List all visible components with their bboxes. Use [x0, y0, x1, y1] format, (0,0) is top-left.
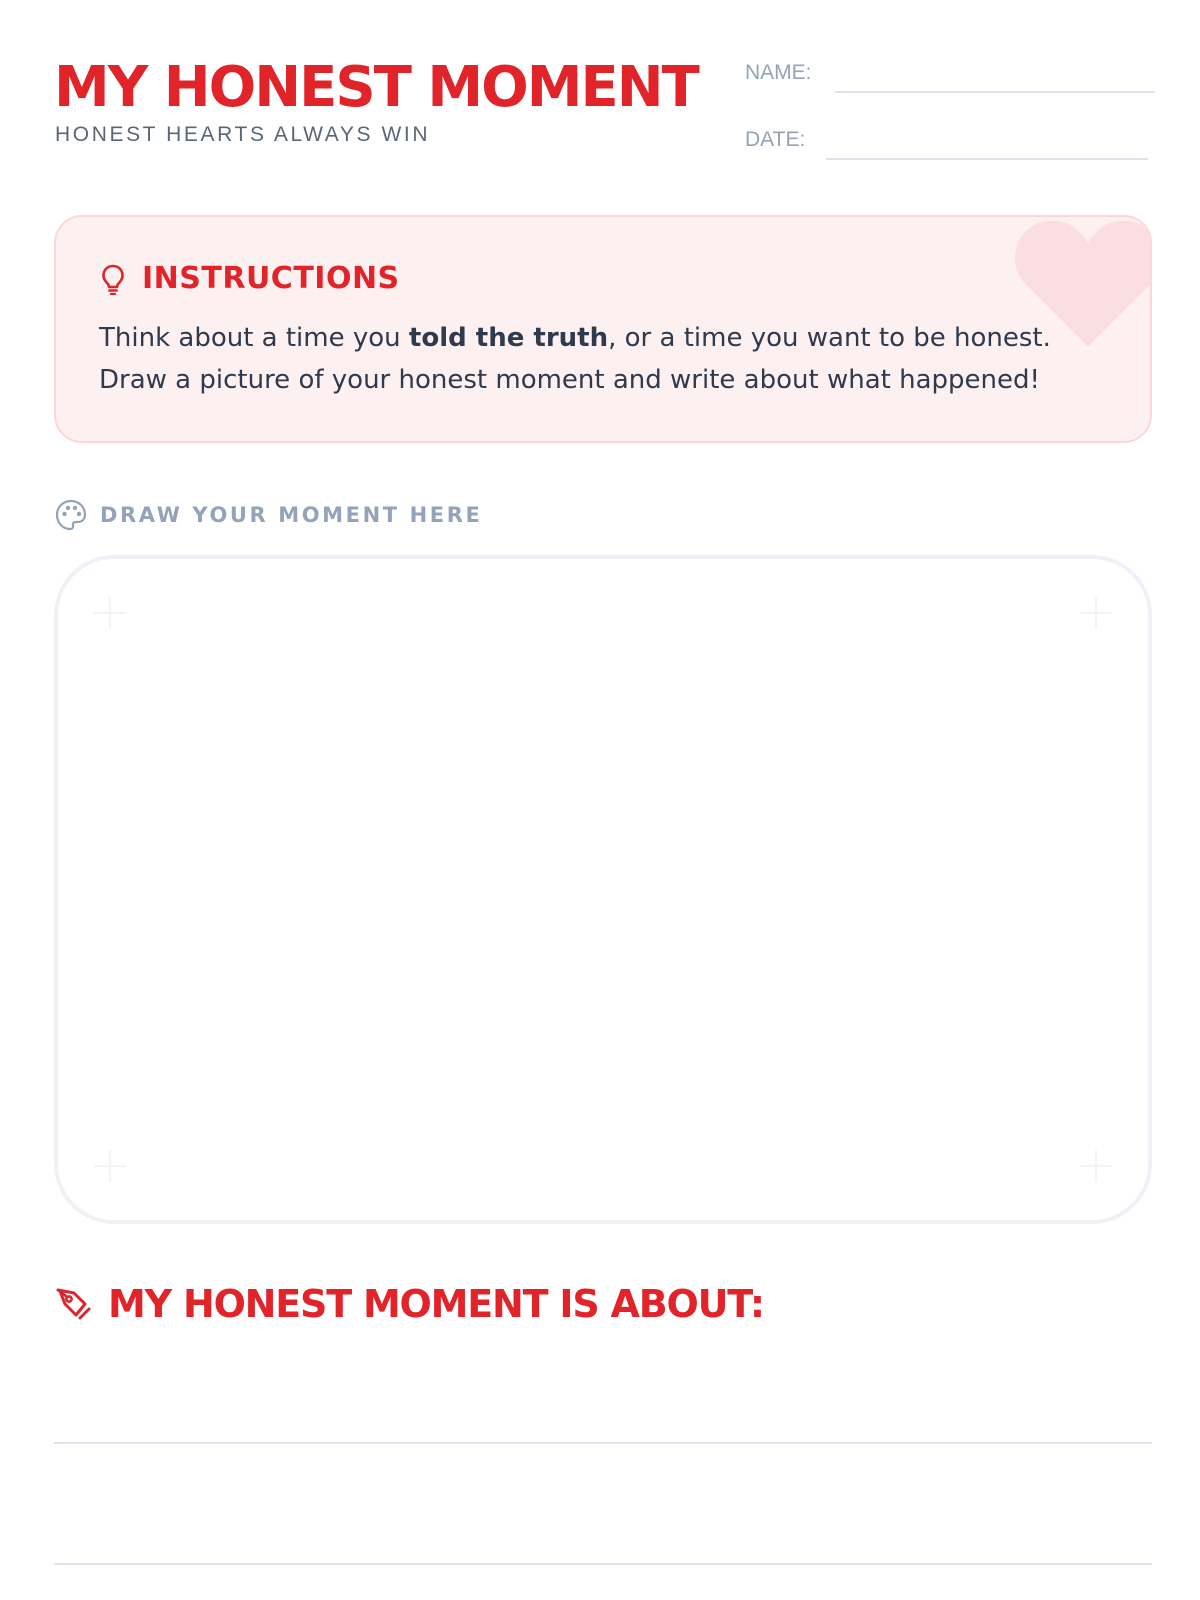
writing-line[interactable]: [54, 1563, 1152, 1565]
about-section-header: [54, 1282, 764, 1326]
date-label: DATE:: [745, 128, 806, 151]
name-label: NAME:: [745, 61, 812, 84]
instructions-title: INSTRUCTIONS: [142, 261, 400, 296]
palette-icon: [54, 498, 88, 532]
corner-plus-mark: [92, 595, 128, 631]
lightbulb-icon: [100, 263, 126, 295]
instructions-card: [54, 215, 1152, 443]
corner-plus-mark: [92, 1148, 128, 1184]
corner-plus-mark: [1078, 1148, 1114, 1184]
draw-section-label: DRAW YOUR MOMENT HERE: [100, 503, 483, 527]
instructions-text: Think about a time you told the truth, or a time you want to be honest. Draw a picture of your honest moment and write about what happened!: [99, 323, 1051, 395]
draw-section-header: [54, 498, 482, 532]
corner-plus-mark: [1078, 595, 1114, 631]
name-field[interactable]: [835, 91, 1155, 93]
pen-tool-icon: [54, 1284, 94, 1324]
instructions-header: [100, 261, 400, 296]
page-title: MY HONEST MOMENT: [54, 55, 698, 120]
drawing-area[interactable]: [54, 555, 1152, 1224]
instructions-emphasis: told the truth: [408, 323, 609, 353]
date-field[interactable]: [826, 158, 1148, 160]
page-subtitle: HONEST HEARTS ALWAYS WIN: [55, 123, 431, 146]
about-title: MY HONEST MOMENT IS ABOUT:: [108, 1282, 764, 1326]
writing-line[interactable]: [54, 1442, 1152, 1444]
